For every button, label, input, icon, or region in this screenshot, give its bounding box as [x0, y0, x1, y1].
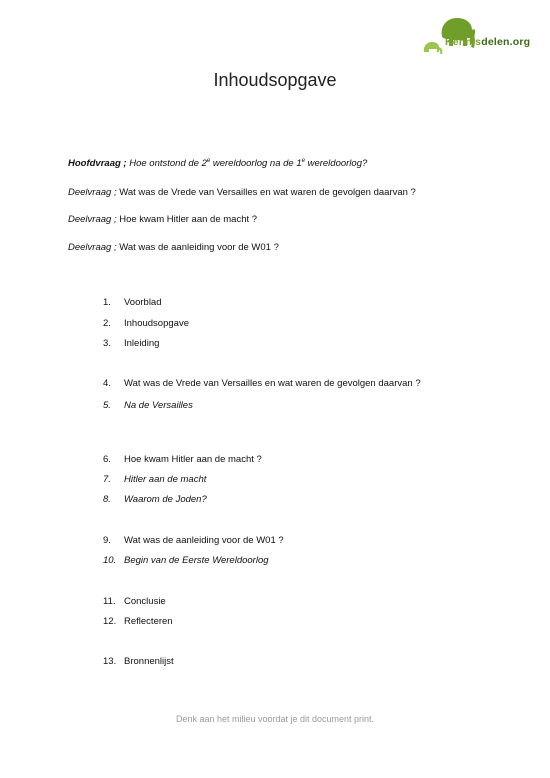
main-question-text-c: wereldoorlog?	[304, 158, 368, 169]
page-title: Inhoudsopgave	[213, 70, 337, 90]
toc-item	[103, 400, 193, 411]
elephant-icon	[420, 14, 480, 54]
toc-number: 12.	[103, 616, 117, 627]
sub-question-label: Deelvraag ;	[68, 214, 117, 225]
main-question-label: Hoofdvraag ;	[68, 158, 127, 169]
toc-text: Inhoudsopgave	[124, 318, 189, 329]
sub-question-text: Hoe kwam Hitler aan de macht ?	[116, 214, 258, 225]
toc-text: Bronnenlijst	[124, 656, 174, 667]
toc-item	[103, 555, 269, 566]
logo-text-part2: delen.org	[481, 36, 531, 48]
sub-question-label: Deelvraag ;	[68, 242, 117, 253]
toc-item	[103, 474, 206, 485]
footer-note: Denk aan het milieu voordat je dit document print.	[175, 714, 375, 724]
toc-number: 8.	[103, 494, 111, 505]
main-question	[68, 158, 367, 169]
main-question-sup-b: e	[301, 157, 305, 164]
toc-text: Reflecteren	[124, 616, 173, 627]
sub-question-label: Deelvraag ;	[68, 187, 117, 198]
sub-question	[68, 187, 416, 198]
toc-number: 9.	[103, 535, 111, 546]
main-question-text-a: Hoe ontstond de 2	[126, 158, 207, 169]
toc-item	[103, 454, 262, 465]
toc-item	[103, 535, 284, 546]
toc-text: Inleiding	[124, 338, 160, 349]
toc-text: Begin van de Eerste Wereldoorlog	[124, 555, 269, 566]
toc-number: 4.	[103, 378, 111, 389]
toc-item	[103, 318, 189, 329]
toc-text: Na de Versailles	[124, 400, 193, 411]
logo-text-part1: Kennis	[445, 36, 482, 48]
toc-number: 13.	[103, 656, 117, 667]
toc-item	[103, 616, 173, 627]
toc-number: 1.	[103, 297, 111, 308]
toc-text: Waarom de Joden?	[124, 494, 207, 505]
sub-question-text: Wat was de aanleiding voor de W01 ?	[116, 242, 279, 253]
toc-item	[103, 378, 421, 389]
main-question-text-b: wereldoorlog na de 1	[210, 158, 302, 169]
logo-text	[445, 36, 530, 48]
toc-number: 10.	[103, 555, 117, 566]
toc-text: Conclusie	[124, 596, 166, 607]
sub-question-text: Wat was de Vrede van Versailles en wat waren de gevolgen daarvan ?	[116, 187, 416, 198]
main-question-sup-a: e	[206, 157, 211, 164]
toc-text: Hitler aan de macht	[124, 474, 207, 485]
toc-text: Hoe kwam Hitler aan de macht ?	[124, 454, 262, 465]
sub-question	[68, 242, 279, 253]
toc-item	[103, 596, 166, 607]
toc-item	[103, 494, 207, 505]
toc-number: 7.	[103, 474, 111, 485]
toc-number: 2.	[103, 318, 111, 329]
toc-text: Wat was de aanleiding voor de W01 ?	[124, 535, 284, 546]
kennisdelen-logo[interactable]	[420, 14, 540, 54]
toc-number: 11.	[103, 596, 116, 607]
toc-number: 5.	[103, 400, 111, 411]
toc-item	[103, 656, 174, 667]
toc-item	[103, 297, 162, 308]
toc-item	[103, 338, 159, 349]
toc-number: 6.	[103, 454, 111, 465]
toc-text: Wat was de Vrede van Versailles en wat waren de gevolgen daarvan ?	[124, 378, 421, 389]
toc-number: 3.	[103, 338, 111, 349]
sub-question	[68, 214, 257, 225]
toc-text: Voorblad	[124, 297, 162, 308]
